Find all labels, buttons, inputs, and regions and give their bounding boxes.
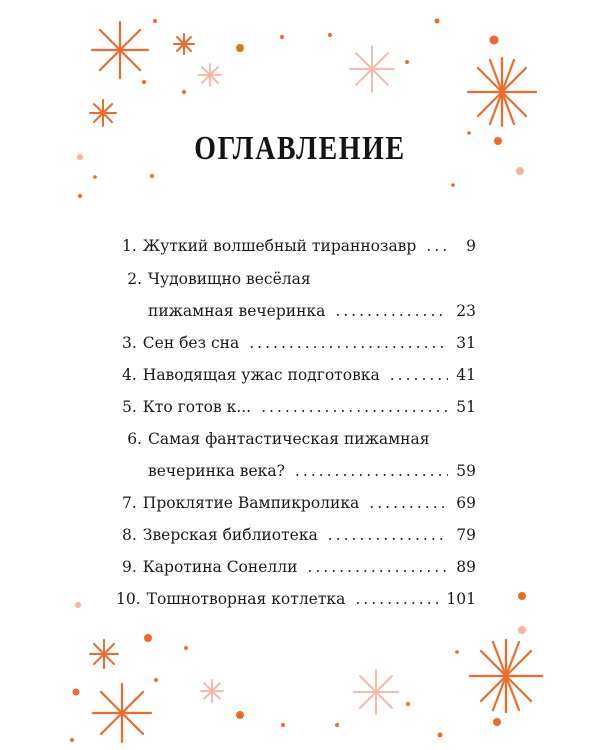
toc-entry xyxy=(122,493,476,513)
toc-number: 2. xyxy=(127,270,142,288)
toc-entry xyxy=(122,236,476,256)
toc-entry xyxy=(122,333,476,353)
toc-entry-continuation xyxy=(148,461,476,481)
toc-title: Проклятие Вампикролика xyxy=(142,494,360,512)
page-title: ОГЛАВЛЕНИЕ xyxy=(194,130,406,167)
toc-entry xyxy=(116,589,476,609)
toc-entry xyxy=(122,365,476,385)
toc-number: 10. xyxy=(116,590,141,608)
toc-title-continued: пижамная вечеринка xyxy=(148,302,326,320)
starburst-icon xyxy=(174,34,194,54)
starburst-icon xyxy=(93,684,151,742)
toc-title: Наводящая ужас подготовка xyxy=(142,366,380,384)
dot-leader xyxy=(426,236,448,256)
toc-page-number: 69 xyxy=(456,494,476,512)
toc-title: Зверская библиотека xyxy=(142,526,318,544)
toc-title-continued: вечеринка века? xyxy=(148,462,285,480)
starburst-icon xyxy=(468,58,536,126)
toc-page-number: 9 xyxy=(466,237,476,255)
starburst-icon xyxy=(350,46,394,92)
toc-number: 6. xyxy=(127,430,142,448)
toc-page-number: 41 xyxy=(456,366,476,384)
toc-entry xyxy=(122,269,476,289)
starburst-icon xyxy=(470,640,542,712)
dot-leader xyxy=(261,397,448,417)
toc-page-number: 31 xyxy=(456,334,476,352)
toc-page-number: 59 xyxy=(456,462,476,480)
toc-entry xyxy=(122,557,476,577)
toc-page-number: 51 xyxy=(456,398,476,416)
starburst-icon xyxy=(201,680,223,702)
starburst-icon xyxy=(92,22,148,78)
toc-title: Каротина Сонелли xyxy=(142,558,298,576)
toc-number: 5. xyxy=(122,398,137,416)
toc-title: Кто готов к... xyxy=(142,398,252,416)
toc-entry xyxy=(122,397,476,417)
toc-title: Тошнотворная котлетка xyxy=(146,590,346,608)
starburst-icon xyxy=(90,100,116,126)
toc-page-number: 23 xyxy=(456,302,476,320)
toc-title: Чудовищно весёлая xyxy=(148,270,311,288)
toc-number: 9. xyxy=(122,558,137,576)
toc-number: 3. xyxy=(122,334,137,352)
toc-page-number: 89 xyxy=(456,558,476,576)
dot-leader xyxy=(369,493,448,513)
dot-leader xyxy=(390,365,448,385)
dot-leader xyxy=(295,461,448,481)
starburst-icon xyxy=(354,670,398,714)
dot-leader xyxy=(249,333,448,353)
dot-leader xyxy=(355,589,440,609)
dot-leader xyxy=(335,301,448,321)
toc-entry xyxy=(122,429,476,449)
toc-number: 1. xyxy=(122,237,137,255)
toc-page-number: 79 xyxy=(456,526,476,544)
starburst-icon xyxy=(199,64,221,86)
dot-leader xyxy=(328,525,448,545)
toc-title: Жуткий волшебный тираннозавр xyxy=(142,237,417,255)
dot-leader xyxy=(307,557,448,577)
toc-title: Сен без сна xyxy=(142,334,240,352)
toc-entry-continuation xyxy=(148,301,476,321)
toc-title: Самая фантастическая пижамная xyxy=(148,430,430,448)
starburst-icon xyxy=(90,640,118,668)
toc-number: 8. xyxy=(122,526,137,544)
toc-number: 7. xyxy=(122,494,137,512)
toc-entry xyxy=(122,525,476,545)
toc-page-number: 101 xyxy=(446,590,476,608)
toc-number: 4. xyxy=(122,366,137,384)
